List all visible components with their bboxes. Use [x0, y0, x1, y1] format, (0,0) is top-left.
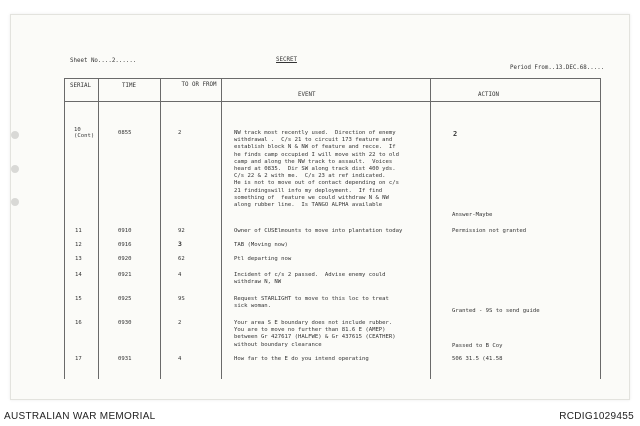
punch-hole: [11, 131, 19, 139]
action-mark: 2: [453, 130, 458, 138]
row-event: NW track most recently used. Direction of enemy withdrawal . C/s 21 to circuit 173 feature and establish block N & NW of feature and recce. If he finds camp occupied I will move with 22 to old camp and along the NW track to assault. Voices heard at 0835. Dir SW along track dist 400 yds. C/s 22 & 2 with me. C/s 23 at ref indicated. He is not to move out of contact depending on c/s 21 findingswill info my deployment. If find something of feature we could withdraw N & NW along rubber line. Is TANGO ALPHA available: [234, 130, 400, 209]
row-action: Answer-Maybe: [452, 212, 493, 218]
row-time: 0855: [118, 130, 132, 136]
punch-hole: [11, 165, 19, 173]
row-event: How far to the E do you intend operating: [234, 356, 369, 362]
punch-hole: [11, 198, 19, 206]
row-to-from: 92: [178, 228, 185, 234]
table-top-border: [64, 78, 601, 79]
row-event: Incident of c/s 2 passed. Advise enemy could withdraw N, NW: [234, 272, 386, 286]
row-time: 0916: [118, 242, 132, 248]
period-from: Period From..13.DEC.68.....: [510, 65, 605, 71]
row-event: Request STARLIGHT to move to this loc to treat sick woman.: [234, 296, 389, 310]
classification: SECRET: [276, 57, 297, 63]
row-time: 0930: [118, 320, 132, 326]
row-time: 0931: [118, 356, 132, 362]
row-to-from: 4: [178, 272, 182, 278]
row-serial: 16: [75, 320, 82, 326]
row-event: Ptl departing now: [234, 256, 292, 262]
row-serial: 10 (Cont): [74, 127, 95, 139]
row-serial: 17: [75, 356, 82, 362]
col-header-time: TIME: [122, 83, 136, 89]
row-action: 506 31.5 (41.58: [452, 356, 503, 362]
row-serial: 14: [75, 272, 82, 278]
col-header-event: EVENT: [298, 92, 316, 98]
row-serial: 12: [75, 242, 82, 248]
row-to-from: 2: [178, 130, 182, 136]
row-event: Owner of CUSElmounts to move into plantation today: [234, 228, 403, 234]
table-left-border: [64, 78, 65, 379]
table-right-border: [600, 78, 601, 379]
row-to-from: 4: [178, 356, 182, 362]
row-action: Granted - 9S to send guide: [452, 308, 540, 314]
sheet-number: Sheet No....2......: [70, 58, 137, 64]
row-action: Permission not granted: [452, 228, 527, 234]
col-divider: [98, 78, 99, 379]
row-to-from: 3: [178, 240, 182, 248]
archive-credit: AUSTRALIAN WAR MEMORIAL: [4, 411, 156, 422]
row-time: 0921: [118, 272, 132, 278]
row-serial: 15: [75, 296, 82, 302]
col-header-to-or-from: TO OR FROM: [181, 82, 217, 88]
row-event: TAB (Moving now): [234, 242, 288, 248]
row-time: 0920: [118, 256, 132, 262]
col-divider: [430, 78, 431, 379]
header-bottom-border: [64, 101, 601, 102]
row-to-from: 62: [178, 256, 185, 262]
row-to-from: 2: [178, 320, 182, 326]
col-header-action: ACTION: [478, 92, 499, 98]
col-divider: [221, 78, 222, 379]
col-divider: [160, 78, 161, 379]
record-id: RCDIG1029455: [559, 411, 634, 422]
row-serial: 13: [75, 256, 82, 262]
row-action: Passed to B Coy: [452, 343, 503, 349]
col-header-serial: SERIAL: [70, 83, 91, 89]
row-time: 0910: [118, 228, 132, 234]
row-serial: 11: [75, 228, 82, 234]
row-event: Your area S E boundary does not include rubber. You are to move no further than 81.6 E (AMEP) between Gr 427617 (HALFWE) & Gr 437615 (CEATHER) without boundary clearance: [234, 320, 396, 348]
row-to-from: 9S: [178, 296, 185, 302]
row-time: 0925: [118, 296, 132, 302]
